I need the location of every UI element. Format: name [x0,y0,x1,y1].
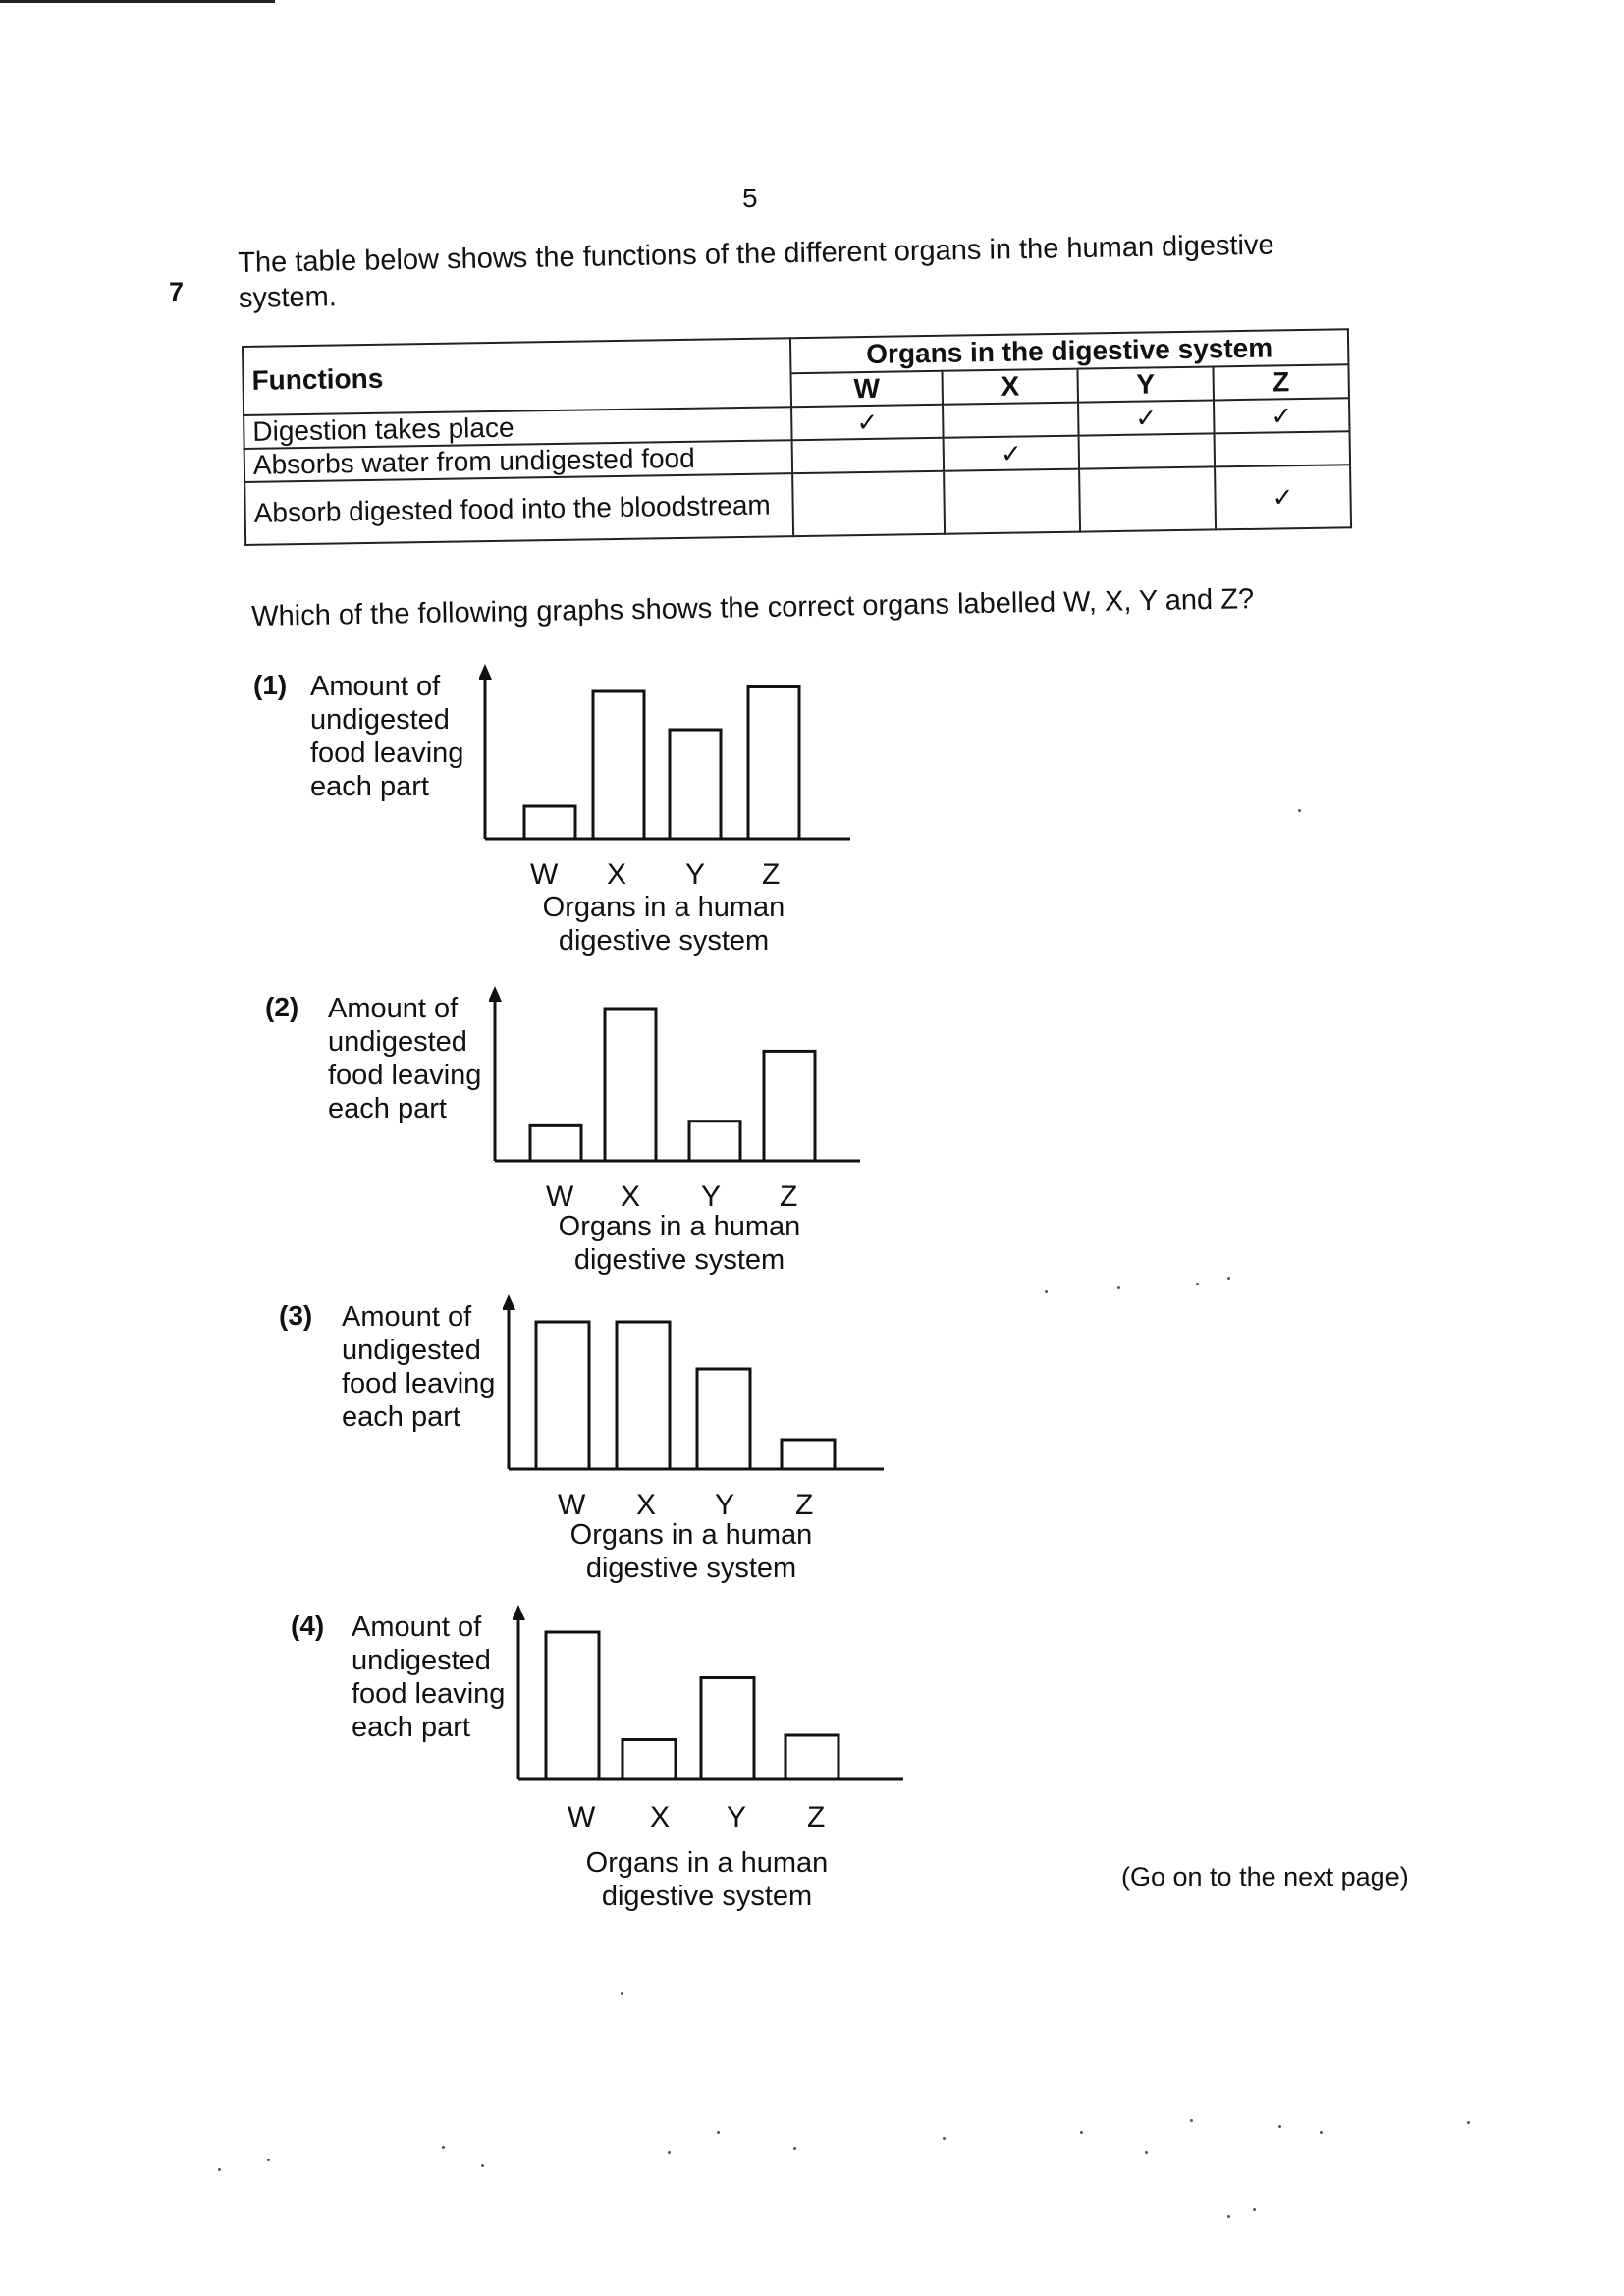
bar-y [697,1369,750,1469]
scan-speck [668,2151,671,2154]
option-number: (1) [253,670,288,700]
x-tick-label: Y [727,1801,747,1833]
page-number: 5 [742,183,758,213]
scan-speck [943,2137,946,2140]
question-number: 7 [169,277,185,306]
option-number: (2) [265,992,299,1022]
scan-speck [717,2131,720,2134]
functions-header: Functions [243,338,791,415]
scan-speck [621,1992,623,1995]
scan-speck [1190,2119,1193,2122]
bar-x [617,1322,670,1469]
scan-speck [1320,2131,1323,2134]
tick-cell: ✓ [944,436,1079,471]
bar-w [530,1125,581,1161]
scan-speck [218,2168,221,2171]
tick-cell [943,403,1078,438]
bar-z [785,1735,839,1779]
organs-header: Organs in the digestive system [790,329,1348,373]
scan-speck [1196,1283,1199,1285]
x-tick-label: W [568,1801,596,1833]
organ-header-x: X [943,369,1078,405]
bar-chart-1 [479,662,852,854]
organ-header-w: W [791,371,944,407]
scan-speck [267,2159,270,2161]
x-tick-label: Y [715,1489,735,1521]
bar-z [782,1440,835,1469]
bar-x [593,691,644,839]
go-on-note: (Go on to the next page) [1121,1862,1409,1891]
tick-cell: ✓ [1078,400,1214,435]
x-axis-label: Organs in a human digestive system [558,1211,801,1276]
x-tick-label: X [650,1801,671,1833]
scan-speck [1145,2151,1148,2154]
question-ask: Which of the following graphs shows the correct organs labelled W, X, Y and Z? [251,583,1255,632]
scan-speck [1467,2121,1470,2124]
scan-speck [793,2147,796,2150]
tick-cell [792,471,945,536]
bar-w [524,806,575,839]
option-number: (4) [291,1611,325,1641]
scan-speck [481,2164,484,2167]
bar-z [748,687,799,840]
tick-cell [1214,431,1350,466]
function-cell: Absorbs water from undigested food [244,440,792,482]
bar-chart-2 [489,984,862,1176]
y-axis-arrow-icon [503,1294,515,1310]
x-tick-label: Z [795,1489,814,1521]
scan-speck [1117,1286,1120,1289]
scan-speck [1045,1290,1048,1293]
x-tick-label: W [546,1180,574,1213]
tick-cell: ✓ [1214,398,1350,433]
y-axis-arrow-icon [479,664,492,680]
tick-cell: ✓ [791,405,944,440]
organ-header-y: Y [1077,366,1213,402]
y-axis-label: Amount of undigested food leaving each part [310,671,464,802]
bar-chart-3 [503,1292,886,1485]
function-cell: Absorb digested food into the bloodstream [244,473,793,545]
function-cell: Digestion takes place [244,407,791,449]
y-axis-label: Amount of undigested food leaving each part [352,1612,506,1743]
x-axis-label: Organs in a human digestive system [542,892,785,957]
functions-table [242,328,1352,546]
x-tick-label: W [530,858,559,891]
scan-speck [442,2146,445,2149]
scan-speck [1080,2131,1083,2134]
x-tick-label: Z [762,858,781,891]
y-axis-label: Amount of undigested food leaving each part [342,1301,496,1433]
scan-speck [1227,1277,1230,1280]
scan-speck [1253,2208,1256,2211]
tick-cell: ✓ [1215,465,1351,529]
bar-w [546,1632,599,1779]
tick-cell [792,438,945,473]
scan-speck [1278,2125,1281,2128]
y-axis-arrow-icon [489,986,502,1002]
bar-y [670,730,721,839]
option-number: (3) [279,1300,313,1331]
y-axis-label: Amount of undigested food leaving each part [328,993,482,1124]
x-tick-label: X [607,858,627,891]
top-rule [0,0,275,3]
x-tick-label: Z [780,1180,798,1213]
x-tick-label: W [558,1489,586,1521]
y-axis-arrow-icon [513,1605,525,1620]
x-tick-label: X [621,1180,641,1213]
x-axis-label: Organs in a human digestive system [569,1519,813,1584]
x-tick-label: X [636,1489,657,1521]
tick-cell [1079,466,1216,531]
x-axis-label: Organs in a human digestive system [585,1847,829,1912]
question-intro: The table below shows the functions of the different organs in the human digestive system. [238,229,1274,314]
bar-w [536,1322,589,1469]
scan-speck [1227,2215,1230,2218]
x-tick-label: Z [807,1801,826,1833]
bar-z [764,1051,815,1161]
organ-header-z: Z [1213,364,1349,400]
bar-y [689,1121,740,1161]
x-tick-label: Y [701,1180,722,1213]
bar-y [701,1678,754,1780]
scan-speck [1298,809,1301,812]
x-tick-label: Y [685,858,706,891]
bar-chart-4 [513,1603,905,1795]
tick-cell [1079,433,1215,468]
bar-x [623,1740,676,1780]
tick-cell [944,469,1080,534]
bar-x [605,1009,656,1161]
